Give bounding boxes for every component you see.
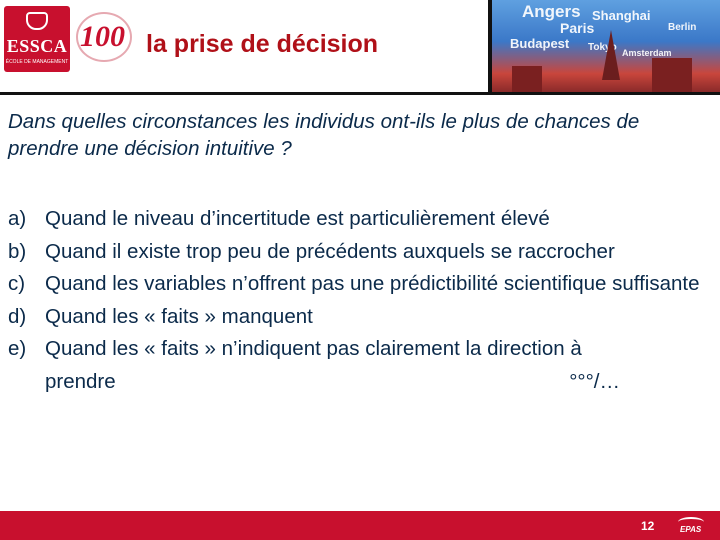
- answer-text: Quand les variables n’offrent pas une prédictibilité scientifique suffisante: [45, 272, 700, 295]
- essca-logo-tagline: ÉCOLE DE MANAGEMENT: [5, 59, 69, 65]
- answer-item-c: [8, 268, 708, 301]
- shield-icon: [26, 12, 48, 30]
- collage-city-label: Berlin: [668, 22, 697, 33]
- answer-letter: c): [8, 272, 26, 295]
- collage-city-label: Shanghai: [592, 8, 651, 23]
- answer-letter: a): [8, 207, 27, 230]
- answer-text: Quand il existe trop peu de précédents auxquels se raccrocher: [45, 239, 615, 263]
- collage-city-label: Amsterdam: [622, 48, 672, 58]
- page-number: 12: [641, 519, 655, 533]
- answer-letter: d): [8, 304, 27, 328]
- answer-letter: b): [8, 239, 27, 263]
- collage-city-label: Paris: [560, 20, 595, 36]
- building-icon: [652, 58, 692, 92]
- answer-item-a: [8, 203, 708, 236]
- question-text: Dans quelles circonstances les individus ont-ils le plus de chances de prendre une décision intuitive ?: [8, 110, 640, 160]
- answer-text: Quand le niveau d’incertitude est particulièrement élevé: [45, 207, 550, 230]
- answer-text-continued: prendre: [45, 369, 116, 393]
- eiffel-tower-icon: [602, 30, 620, 80]
- answer-list: [8, 203, 708, 398]
- epas-logo-text: EPAS: [680, 525, 702, 534]
- answer-item-b: [8, 236, 708, 269]
- collage-city-label: Angers: [522, 2, 581, 21]
- header-divider: [0, 92, 720, 95]
- answer-last-line: [45, 366, 708, 399]
- essca-logo: [4, 6, 70, 72]
- slide-header: [0, 0, 720, 92]
- slide-title: la prise de décision: [146, 30, 379, 58]
- answer-item-e: [8, 333, 708, 398]
- collage-city-label: Budapest: [510, 36, 570, 51]
- epas-logo: [676, 513, 716, 538]
- centenary-logo: [74, 8, 138, 70]
- answer-letter: e): [8, 337, 27, 360]
- continuation-marker: °°°/…: [569, 369, 620, 393]
- city-collage-image: [488, 0, 720, 92]
- answer-item-d: [8, 301, 708, 334]
- essca-logo-text: ESSCA: [6, 36, 68, 56]
- building-icon: [512, 66, 542, 92]
- slide-footer: [0, 511, 720, 540]
- answer-text: Quand les « faits » n’indiquent pas clairement la direction à: [45, 337, 582, 360]
- collage-city-label: Tokyo: [588, 42, 617, 53]
- answer-text: Quand les « faits » manquent: [45, 304, 313, 328]
- centenary-logo-text: 100: [80, 20, 125, 53]
